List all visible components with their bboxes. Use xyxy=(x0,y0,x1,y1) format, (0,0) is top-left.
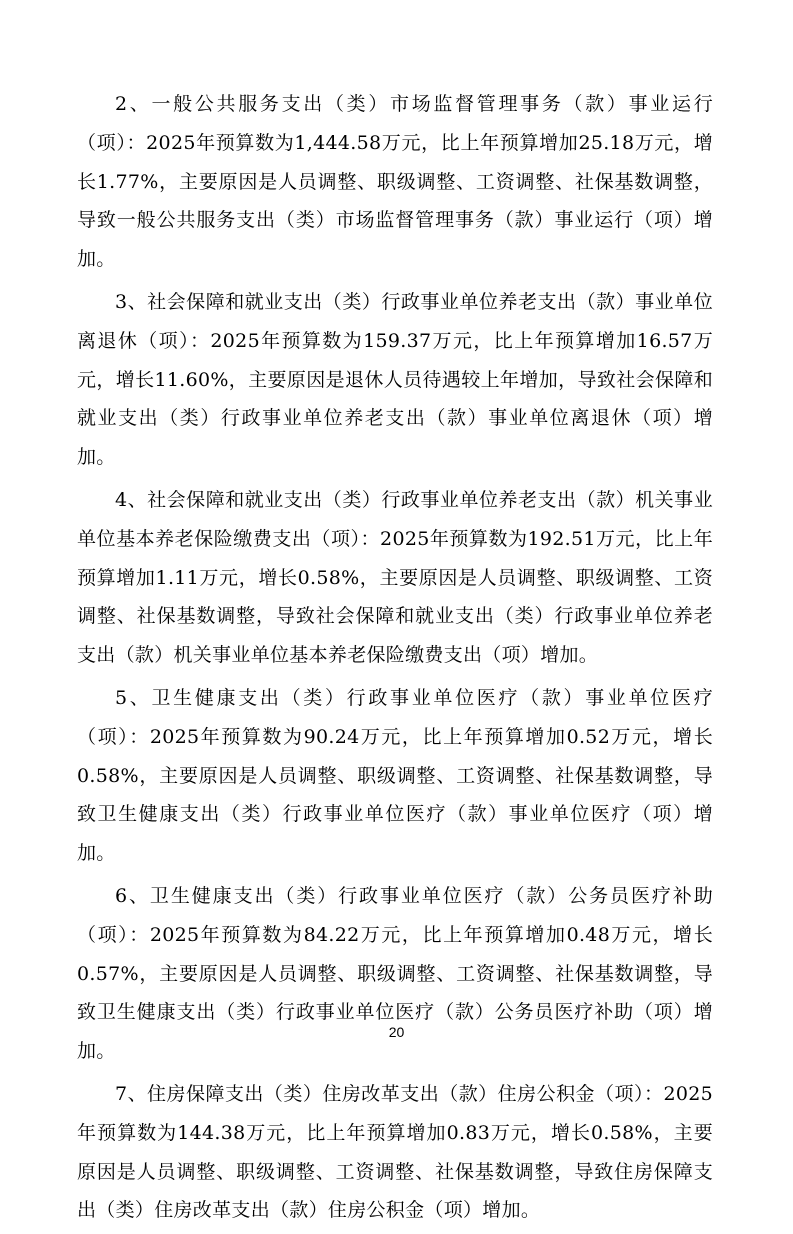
paragraph-item-3: 3、社会保障和就业支出（类）行政事业单位养老支出（款）事业单位离退休（项）：2025年预算数为159.37万元，比上年预算增加16.57万元，增长11.60%，主要原因是退休人员待遇较上年增加，导致社会保障和就业支出（类）行政事业单位养老支出（款）事业单位离退休（项）增加。 xyxy=(77,290,713,469)
page-number: 20 xyxy=(388,1024,405,1040)
document-body xyxy=(77,85,713,1234)
paragraph-item-6: 6、卫生健康支出（类）行政事业单位医疗（款）公务员医疗补助（项）：2025年预算数为84.22万元，比上年预算增加0.48万元，增长0.57%，主要原因是人员调整、职级调整、工资调整、社保基数调整，导致卫生健康支出（类）行政事业单位医疗（款）公务员医疗补助（项）增加。 xyxy=(77,884,713,1063)
paragraph-item-4: 4、社会保障和就业支出（类）行政事业单位养老支出（款）机关事业单位基本养老保险缴费支出（项）：2025年预算数为192.51万元，比上年预算增加1.11万元，增长0.58%，主要原因是人员调整、职级调整、工资调整、社保基数调整，导致社会保障和就业支出（类）行政事业单位养老支出（款）机关事业单位基本养老保险缴费支出（项）增加。 xyxy=(77,488,713,667)
paragraph-item-7: 7、住房保障支出（类）住房改革支出（款）住房公积金（项）：2025年预算数为144.38万元，比上年预算增加0.83万元，增长0.58%，主要原因是人员调整、职级调整、工资调整、社保基数调整，导致住房保障支出（类）住房改革支出（款）住房公积金（项）增加。 xyxy=(77,1082,713,1222)
paragraph-item-5: 5、卫生健康支出（类）行政事业单位医疗（款）事业单位医疗（项）：2025年预算数为90.24万元，比上年预算增加0.52万元，增长0.58%，主要原因是人员调整、职级调整、工资调整、社保基数调整，导致卫生健康支出（类）行政事业单位医疗（款）事业单位医疗（项）增加。 xyxy=(77,686,713,865)
paragraph-item-2: 2、一般公共服务支出（类）市场监督管理事务（款）事业运行（项）：2025年预算数为1,444.58万元，比上年预算增加25.18万元，增长1.77%，主要原因是人员调整、职级调整、工资调整、社保基数调整，导致一般公共服务支出（类）市场监督管理事务（款）事业运行（项）增加。 xyxy=(77,93,713,271)
